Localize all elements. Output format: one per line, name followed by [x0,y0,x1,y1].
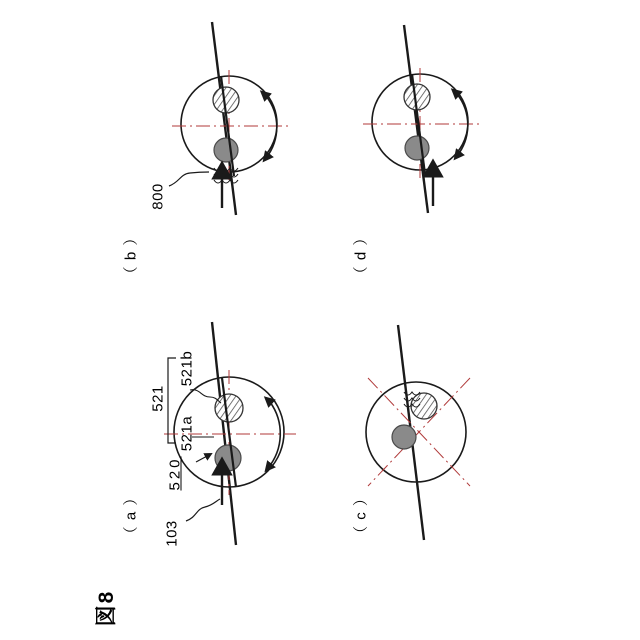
callout-520-wrap [145,455,205,495]
callout-521: 521 [149,385,167,412]
panel-label-b: （ b ） [122,229,140,282]
callout-521b-wrap [152,350,222,390]
callout-103-wrap [142,515,202,555]
panel-label-d-wrap [330,229,390,282]
panel-label-c-wrap [330,490,390,541]
callout-521a: 521a [178,415,196,452]
callout-521a-wrap [152,415,222,455]
callout-800-wrap [128,178,188,218]
panel-d-graphic [363,25,479,213]
panel-label-c: （ c ） [352,490,370,541]
callout-521b: 521b [178,350,196,387]
figure-title: 図8 [95,589,118,627]
callout-800: 800 [149,183,167,210]
panel-label-d: （ d ） [352,229,370,282]
panel-label-b-wrap [100,229,160,282]
panel-label-a: （ a ） [122,489,140,542]
callout-103: 103 [163,520,181,547]
callout-520: 520 [166,456,184,491]
